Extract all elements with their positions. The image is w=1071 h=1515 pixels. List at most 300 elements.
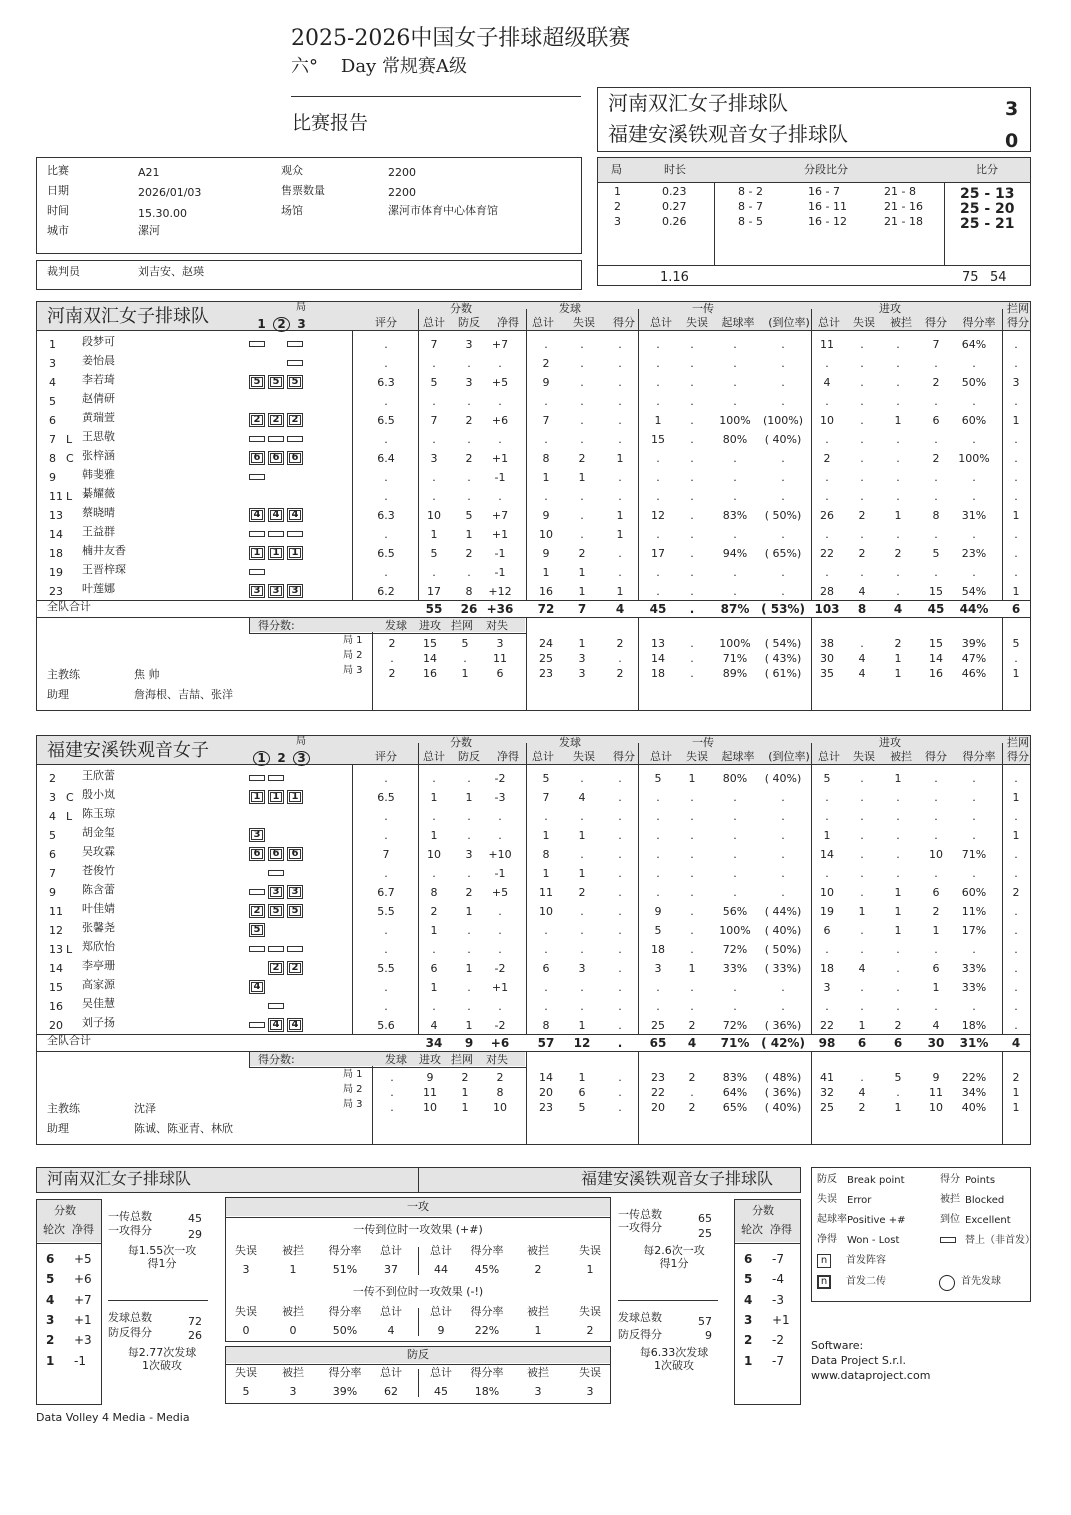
player-row <box>36 846 1031 865</box>
stat-rt: . <box>656 528 660 541</box>
stat-ap: . <box>934 528 938 541</box>
player-start-positions <box>249 790 306 804</box>
attack-col-head: 被拦 <box>527 1244 549 1257</box>
legend-value: Won - Lost <box>847 1235 900 1246</box>
stat-bk: . <box>1014 962 1018 975</box>
stat-rpos: 80% <box>722 433 748 446</box>
stat-bk: . <box>1014 1000 1018 1013</box>
stat-rexc: ( 33%) <box>764 962 802 975</box>
player-row <box>36 412 1031 431</box>
breakdown-bkp: . <box>1014 652 1018 665</box>
stat-pt: 6 <box>430 962 438 975</box>
away-serves: 57 <box>698 1315 712 1328</box>
legend-n: n <box>820 1255 828 1266</box>
head-coach: 沈泽 <box>134 1102 156 1115</box>
stat-at: . <box>825 395 829 408</box>
breakdown-apct: 47% <box>961 652 987 665</box>
breakdown-at: 16 <box>423 667 437 680</box>
stat-apct: . <box>972 528 976 541</box>
stat-rpos: . <box>733 1000 737 1013</box>
circle-icon: 1 <box>253 751 270 766</box>
stat-ab: . <box>896 376 900 389</box>
stat-bp: . <box>467 1000 471 1013</box>
stat-rpos: 80% <box>722 772 748 785</box>
breakdown-bkp: 5 <box>1012 637 1020 650</box>
total-sp: . <box>617 1036 623 1050</box>
stat-vote: 6.7 <box>377 886 395 899</box>
total-ap: 30 <box>927 1036 945 1050</box>
stat-ae: . <box>860 414 864 427</box>
away-serves-label: 发球总数 <box>618 1311 662 1324</box>
stat-ap: . <box>934 829 938 842</box>
stat-re: . <box>690 886 694 899</box>
footer: Data Volley 4 Media - Media <box>36 1411 190 1424</box>
attack-value: 2 <box>586 1324 594 1337</box>
stat-apct: 18% <box>961 1019 987 1032</box>
substitute-mark <box>249 569 265 575</box>
total-duration: 1.16 <box>660 270 689 285</box>
stat-rt: 3 <box>654 962 662 975</box>
substitute-mark <box>287 531 303 537</box>
breakdown-sp: . <box>618 1071 622 1084</box>
stat-ae: 4 <box>858 585 866 598</box>
breakdown-sp: 2 <box>616 637 624 650</box>
stat-bp: 2 <box>465 547 473 560</box>
stat-wl: +1 <box>491 981 509 994</box>
stat-ae: 1 <box>858 1019 866 1032</box>
breakdown-op: 2 <box>496 1071 504 1084</box>
stat-bp: . <box>467 566 471 579</box>
stat-vote: . <box>384 772 388 785</box>
set-number: 3 <box>614 215 621 228</box>
col-head-bp: 防反 <box>458 750 480 763</box>
stat-se: . <box>580 490 584 503</box>
stat-at: . <box>825 433 829 446</box>
player-name: 高家源 <box>82 978 115 991</box>
stat-at: 19 <box>820 905 834 918</box>
stat-rpos: 56% <box>722 905 748 918</box>
report-subtitle: 六° Day 常规赛A级 <box>291 56 467 77</box>
player-role: C <box>66 452 74 465</box>
stat-wl: . <box>498 395 502 408</box>
stat-sp: . <box>618 490 622 503</box>
stat-bk: . <box>1014 547 1018 560</box>
col-head-tot: 总计 <box>818 316 840 329</box>
total-points-away: 54 <box>990 270 1007 285</box>
stat-apct: 50% <box>961 376 987 389</box>
set-partial-3: 21 - 8 <box>884 185 916 198</box>
legend-key: 被拦 <box>940 1194 960 1205</box>
set-partial-1: 8 - 5 <box>738 215 763 228</box>
breakdown-rt: 18 <box>651 667 665 680</box>
col-head-err: 失误 <box>853 316 875 329</box>
stat-at: 3 <box>823 981 831 994</box>
col-head-exc: (到位率) <box>768 316 810 329</box>
set-marker: 1 <box>257 317 266 331</box>
home-bp-note: 每2.77次发球 <box>127 1346 197 1359</box>
player-number: 20 <box>49 1019 63 1032</box>
stat-rpos: . <box>733 886 737 899</box>
stat-ab: . <box>896 943 900 956</box>
away-bp-note: 每6.33次发球 <box>639 1346 709 1359</box>
stat-rexc: . <box>781 452 785 465</box>
sets-head-duration: 时长 <box>664 163 686 176</box>
breakdown-rexc: ( 48%) <box>764 1071 802 1084</box>
player-row <box>36 374 1031 393</box>
total-se: 7 <box>577 602 587 616</box>
starting-position: 6 <box>249 847 265 861</box>
breakdown-op: 8 <box>496 1086 504 1099</box>
starting-position: 5 <box>268 904 284 918</box>
stat-ab: . <box>896 357 900 370</box>
stat-st: . <box>544 338 548 351</box>
stat-wl: -1 <box>494 471 506 484</box>
stat-at: . <box>825 490 829 503</box>
stat-at: 10 <box>820 886 834 899</box>
starting-position: 5 <box>249 375 265 389</box>
stat-rt: . <box>656 338 660 351</box>
stat-ae: . <box>860 376 864 389</box>
set-partial-1: 8 - 2 <box>738 185 763 198</box>
player-start-positions <box>249 999 306 1013</box>
attack-col-head: 失误 <box>579 1244 601 1257</box>
stat-re: . <box>690 452 694 465</box>
starting-position: 1 <box>249 546 265 560</box>
stat-ap: 6 <box>932 886 940 899</box>
breakdown-st: 25 <box>539 652 553 665</box>
stat-bp: . <box>467 490 471 503</box>
stat-se: 1 <box>578 867 586 880</box>
player-name: 郑欣怡 <box>82 940 115 953</box>
attack-value: 3 <box>534 1385 542 1398</box>
starting-position: 5 <box>268 375 284 389</box>
legend-value: Blocked <box>965 1195 1005 1206</box>
stat-rt: . <box>656 471 660 484</box>
stat-rexc: ( 40%) <box>764 772 802 785</box>
stat-wl: +10 <box>488 848 512 861</box>
stat-se: . <box>580 848 584 861</box>
stat-se: 1 <box>578 471 586 484</box>
player-start-positions <box>249 980 306 994</box>
breakdown-sv: . <box>390 652 394 665</box>
col-head-exc: (到位率) <box>768 750 810 763</box>
referees: 刘吉安、赵瑛 <box>138 265 204 278</box>
breakdown-rexc: ( 43%) <box>764 652 802 665</box>
stat-sp: . <box>618 1019 622 1032</box>
legend-key: 得分 <box>940 1174 960 1185</box>
team-total-label: 全队合计 <box>47 1034 91 1047</box>
stat-wl: -2 <box>494 772 506 785</box>
starting-position: 6 <box>249 451 265 465</box>
group-head-points: 分数 <box>450 736 472 749</box>
stat-ap: . <box>934 357 938 370</box>
group-head-block: 拦网 <box>1007 302 1029 315</box>
breakdown-rexc: ( 61%) <box>764 667 802 680</box>
stat-bp: 2 <box>465 886 473 899</box>
legend-key: 防反 <box>817 1174 837 1185</box>
stat-rt: . <box>656 490 660 503</box>
stat-apct: 64% <box>961 338 987 351</box>
stat-wl: . <box>498 490 502 503</box>
stat-rpos: . <box>733 528 737 541</box>
starting-position: 1 <box>268 546 284 560</box>
attack-col-head: 失误 <box>579 1305 601 1318</box>
attack-value: 2 <box>534 1263 542 1276</box>
home-bp-points: 26 <box>188 1329 202 1342</box>
stat-bk: 1 <box>1012 791 1020 804</box>
total-rexc: ( 53%) <box>761 602 805 616</box>
breakdown-rt: 20 <box>651 1101 665 1114</box>
stat-st: 2 <box>542 357 550 370</box>
assistant-coaches: 陈诚、陈亚青、林欣 <box>134 1122 233 1135</box>
away-team-title: 福建安溪铁观音女子 <box>47 740 209 761</box>
player-name: 苍俊竹 <box>82 864 115 877</box>
stat-apct: 100% <box>958 452 990 465</box>
stat-vote: . <box>384 395 388 408</box>
rotation-number: 3 <box>744 1312 753 1327</box>
stat-se: . <box>580 924 584 937</box>
player-name: 王欣蕾 <box>82 769 115 782</box>
stat-rt: . <box>656 566 660 579</box>
attack-col-head: 得分率 <box>328 1305 362 1318</box>
player-start-positions <box>249 489 306 503</box>
stat-sp: 1 <box>616 528 624 541</box>
stat-pt: . <box>432 1000 436 1013</box>
rotation-net: +7 <box>74 1292 92 1307</box>
set-marker: 3 <box>297 317 306 331</box>
stat-re: . <box>690 490 694 503</box>
stat-wl: -1 <box>494 867 506 880</box>
total-at: 103 <box>814 602 840 616</box>
attack-value: 9 <box>437 1324 445 1337</box>
attack-col-head: 得分率 <box>470 1244 504 1257</box>
stat-ab: 2 <box>894 547 902 560</box>
stat-at: 22 <box>820 547 834 560</box>
home-so-note: 每1.55次一攻 <box>127 1244 197 1257</box>
stat-bk: 1 <box>1012 829 1020 842</box>
player-name: 赵倩研 <box>82 392 115 405</box>
circle-icon: 2 <box>273 317 290 332</box>
player-start-positions <box>249 356 306 370</box>
stat-se: . <box>580 528 584 541</box>
breakdown-sv: . <box>390 1101 394 1114</box>
report-title: 2025-2026中国女子排球超级联赛 <box>291 26 631 51</box>
total-ae: 6 <box>857 1036 867 1050</box>
stat-rpos: 94% <box>722 547 748 560</box>
stat-se: . <box>580 772 584 785</box>
stat-vote: . <box>384 810 388 823</box>
attack-title: 一攻 <box>407 1200 429 1213</box>
match-code: A21 <box>138 166 160 179</box>
starting-position: 3 <box>268 885 284 899</box>
rotation-number: 6 <box>744 1252 753 1266</box>
stat-st: 16 <box>539 585 553 598</box>
stat-vote: . <box>384 981 388 994</box>
total-rexc: ( 42%) <box>761 1036 805 1050</box>
player-row <box>36 564 1031 583</box>
stat-ae: . <box>860 433 864 446</box>
stat-rexc: . <box>781 338 785 351</box>
stat-bk: . <box>1014 1019 1018 1032</box>
stat-rpos: 72% <box>722 1019 748 1032</box>
starting-position: 4 <box>268 508 284 522</box>
stat-wl: . <box>498 943 502 956</box>
stat-ae: . <box>860 943 864 956</box>
stat-ab: 1 <box>894 509 902 522</box>
player-name: 叶佳婧 <box>82 902 115 915</box>
stat-rt: . <box>656 585 660 598</box>
stat-sp: . <box>618 924 622 937</box>
stat-ab: . <box>896 471 900 484</box>
player-name: 李若琦 <box>82 373 115 386</box>
stat-sp: 1 <box>616 585 624 598</box>
stat-apct: . <box>972 943 976 956</box>
stat-ae: . <box>860 924 864 937</box>
breakdown-st: 23 <box>539 1101 553 1114</box>
stat-re: . <box>690 338 694 351</box>
stat-ap: 5 <box>932 547 940 560</box>
substitute-mark <box>287 436 303 442</box>
stat-wl: +1 <box>491 528 509 541</box>
stat-at: 2 <box>823 452 831 465</box>
attack-value: 44 <box>434 1263 448 1276</box>
defence-title: 防反 <box>407 1348 429 1361</box>
total-ae: 8 <box>857 602 867 616</box>
stat-ae: . <box>860 357 864 370</box>
player-row <box>36 450 1031 469</box>
breakdown-sv: . <box>390 1086 394 1099</box>
col-head-err: 失误 <box>686 750 708 763</box>
breakdown-se: 5 <box>578 1101 586 1114</box>
breakdown-rexc: ( 36%) <box>764 1086 802 1099</box>
player-number: 5 <box>49 829 56 842</box>
away-so-note: 得1分 <box>659 1257 689 1270</box>
group-head-receive: 一传 <box>692 302 714 315</box>
stat-ab: . <box>896 981 900 994</box>
starting-position: 2 <box>249 904 265 918</box>
player-name: 陈玉琼 <box>82 807 115 820</box>
breakdown-bkp: 1 <box>1012 1101 1020 1114</box>
stat-ap: 7 <box>932 338 940 351</box>
stat-ap: . <box>934 791 938 804</box>
stat-rpos: . <box>733 791 737 804</box>
col-head-tot: 总计 <box>423 316 445 329</box>
breakdown-re: 2 <box>688 1101 696 1114</box>
stat-ap: . <box>934 433 938 446</box>
stat-se: . <box>580 338 584 351</box>
stat-apct: 11% <box>961 905 987 918</box>
stat-bk: 1 <box>1012 414 1020 427</box>
stat-vote: . <box>384 1000 388 1013</box>
breakdown-ap: 15 <box>929 637 943 650</box>
stat-pt: 4 <box>430 1019 438 1032</box>
player-row <box>36 789 1031 808</box>
stat-st: 10 <box>539 528 553 541</box>
total-rt: 45 <box>649 602 667 616</box>
player-number: 13 <box>49 509 63 522</box>
player-name: 叶莲娜 <box>82 582 115 595</box>
player-start-positions <box>249 904 306 918</box>
player-number: 4 <box>49 810 56 823</box>
stat-at: 4 <box>823 376 831 389</box>
attack-col-head: 被拦 <box>527 1305 549 1318</box>
stat-bp: 2 <box>465 452 473 465</box>
player-name: 胡金玺 <box>82 826 115 839</box>
player-start-positions <box>249 866 306 880</box>
col-head-pos: 起球率 <box>721 750 755 763</box>
stat-se: . <box>580 433 584 446</box>
stat-st: 7 <box>542 791 550 804</box>
stat-at: 11 <box>820 338 834 351</box>
rotation-number: 2 <box>46 1333 55 1348</box>
software-vendor: Data Project S.r.l. <box>811 1354 906 1367</box>
stat-bk: 3 <box>1012 376 1020 389</box>
stat-bk: . <box>1014 433 1018 446</box>
player-number: 3 <box>49 791 56 804</box>
stat-apct: . <box>972 357 976 370</box>
stat-at: . <box>825 566 829 579</box>
total-bp: 26 <box>460 602 478 616</box>
breakdown-se: 3 <box>578 652 586 665</box>
attack-col-head: 总计 <box>380 1305 402 1318</box>
total-pt: 55 <box>425 602 443 616</box>
col-head-err: 失误 <box>686 316 708 329</box>
stat-se: 1 <box>578 829 586 842</box>
player-name: 殷小岚 <box>82 788 115 801</box>
rotation-net: +5 <box>74 1252 92 1266</box>
stat-apct: . <box>972 471 976 484</box>
stat-rpos: 100% <box>719 414 751 427</box>
net-head: 净得 <box>770 1223 792 1236</box>
breakdown-ab: 1 <box>894 652 902 665</box>
breakdown-rpos: 89% <box>722 667 748 680</box>
breakdown-re: . <box>690 1086 694 1099</box>
stat-sp: . <box>618 547 622 560</box>
legend-key: 净得 <box>817 1234 837 1245</box>
stat-rt: . <box>656 848 660 861</box>
attack-value: 39% <box>332 1385 358 1398</box>
stat-wl: -3 <box>494 791 506 804</box>
col-head-tot: 总计 <box>650 750 672 763</box>
stat-rpos: . <box>733 357 737 370</box>
breakdown-set: 局 1 <box>343 635 363 646</box>
player-number: 1 <box>49 338 56 351</box>
stat-st: 5 <box>542 772 550 785</box>
stat-apct: . <box>972 1000 976 1013</box>
stat-re: . <box>690 433 694 446</box>
attack-sub2: 一传不到位时一攻效果 (-!) <box>352 1285 484 1298</box>
player-row <box>36 827 1031 846</box>
stat-pt: . <box>432 471 436 484</box>
col-head-bp: 防反 <box>458 316 480 329</box>
stat-apct: 60% <box>961 886 987 899</box>
breakdown-rexc: ( 40%) <box>764 1101 802 1114</box>
stat-rexc: ( 65%) <box>764 547 802 560</box>
player-row <box>36 355 1031 374</box>
starting-position: 5 <box>287 904 303 918</box>
stat-pt: . <box>432 490 436 503</box>
breakdown-att: 25 <box>820 1101 834 1114</box>
stat-apct: 71% <box>961 848 987 861</box>
rotation-net: -2 <box>772 1333 784 1348</box>
stat-apct: 33% <box>961 981 987 994</box>
stat-rexc: ( 50%) <box>764 509 802 522</box>
stat-ae: . <box>860 528 864 541</box>
stat-vote: . <box>384 471 388 484</box>
attack-value: 1 <box>534 1324 542 1337</box>
col-head-pts: 得分 <box>925 316 947 329</box>
legend-value: Points <box>965 1175 996 1186</box>
